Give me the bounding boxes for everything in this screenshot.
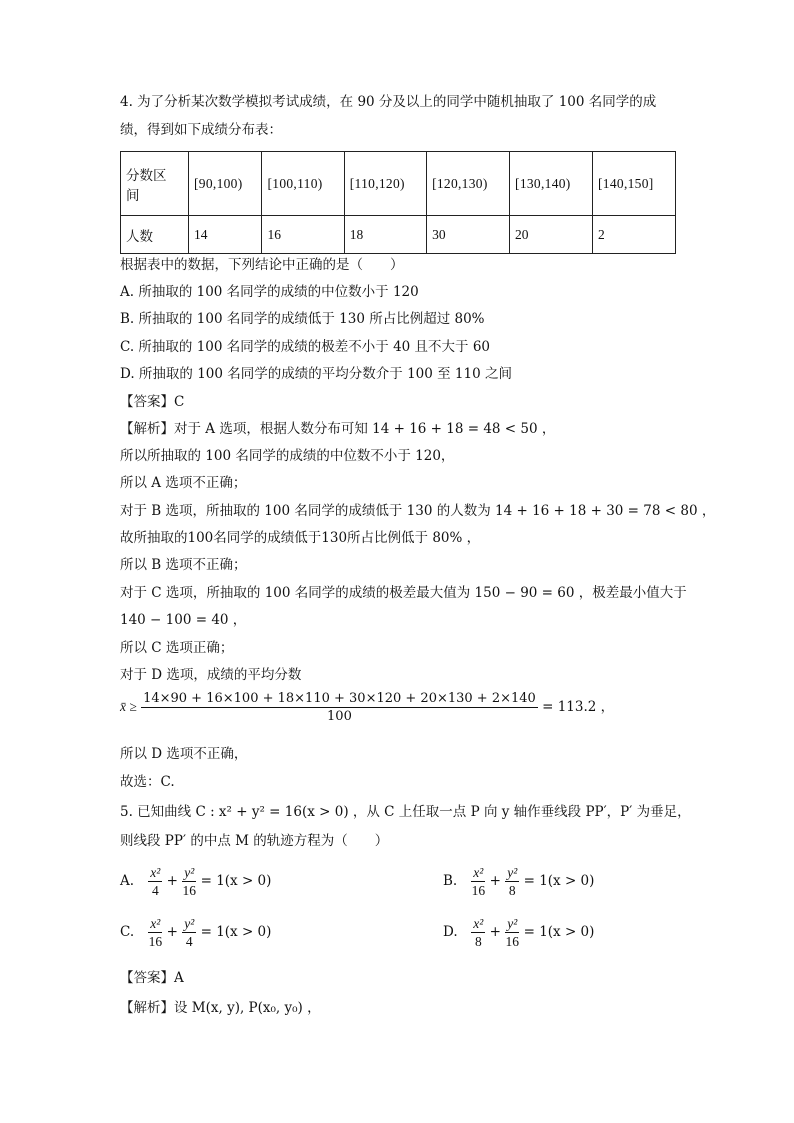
header-interval-a: 分数区 — [126, 167, 167, 183]
header-cell-count: 人数 — [121, 216, 189, 254]
q4-analysis-line: 所以 C 选项正确； — [120, 640, 234, 656]
q4-analysis-line: 对于 B 选项，所抽取的 100 名同学的成绩低于 130 的人数为 14 + 16 + 18 + 30 = 78 < 80 ， — [120, 503, 716, 519]
q4-option-d: D. 所抽取的 100 名同学的成绩的平均分数介于 100 至 110 之间 — [120, 366, 512, 382]
q5-analysis-first: 【解析】设 M(x, y), P(x₀, y₀) ， — [120, 1000, 321, 1016]
score-distribution-table — [120, 151, 676, 254]
q4-prompt: 根据表中的数据，下列结论中正确的是（ ） — [120, 257, 404, 273]
q4-analysis-line: 【解析】对于 A 选项，根据人数分布可知 14 + 16 + 18 = 48 < 50 ， — [120, 421, 556, 437]
q5-option-c: C. $\frac{\text{x²}}{16}$ + $\frac{\text{y²}}{4}$ = 1(x > 0) — [120, 916, 272, 949]
q5-answer: 【答案】A — [120, 970, 184, 986]
header-cell-interval — [121, 152, 189, 216]
q4-option-b: B. 所抽取的 100 名同学的成绩低于 130 所占比例超过 80% — [120, 311, 485, 327]
count-cell: 16 — [262, 216, 344, 254]
mean-rhs: = 113.2 ， — [542, 699, 615, 715]
interval-cell: [120,130) — [427, 152, 510, 216]
table-row-counts — [121, 216, 676, 254]
q4-conclusion-d: 所以 D 选项不正确， — [120, 746, 248, 762]
q4-option-c: C. 所抽取的 100 名同学的成绩的极差不小于 40 且不大于 60 — [120, 339, 491, 355]
count-cell: 20 — [510, 216, 593, 254]
q4-option-a: A. 所抽取的 100 名同学的成绩的中位数小于 120 — [120, 284, 419, 300]
count-cell: 14 — [189, 216, 262, 254]
q4-analysis-line: 对于 C 选项，所抽取的 100 名同学的成绩的极差最大值为 150 − 90 = 60 ，极差最小值大于 — [120, 585, 687, 601]
q4-analysis-line: 对于 D 选项，成绩的平均分数 — [120, 667, 302, 683]
q5-stem-line2: 则线段 PP′ 的中点 M 的轨迹方程为（ ） — [120, 833, 389, 849]
table-row-intervals — [121, 152, 676, 216]
q5-option-b: B. $\frac{\text{x²}}{16}$ + $\frac{\text{y²}}{8}$ = 1(x > 0) — [443, 865, 595, 898]
q5-stem-line1: 5. 已知曲线 C : x² + y² = 16(x > 0) ，从 C 上任取一点 P 向 y 轴作垂线段 PP′，P′ 为垂足， — [120, 804, 691, 820]
mean-fraction — [141, 690, 538, 725]
q4-analysis-line: 所以 B 选项不正确； — [120, 557, 247, 573]
mean-denominator: 100 — [327, 709, 352, 724]
header-interval-b: 间 — [126, 187, 140, 203]
interval-cell: [100,110) — [262, 152, 344, 216]
interval-cell: [90,100) — [189, 152, 262, 216]
mean-formula — [120, 690, 614, 725]
q5-option-a: A. $\frac{\text{x²}}{4}$ + $\frac{\text{y²}}{16}$ = 1(x > 0) — [120, 865, 272, 898]
q4-analysis-line: 所以所抽取的 100 名同学的成绩的中位数不小于 120， — [120, 448, 455, 464]
q4-stem-line2: 绩，得到如下成绩分布表： — [120, 122, 282, 138]
mean-numerator: 14×90 + 16×100 + 18×110 + 30×120 + 20×130 + 2×140 — [143, 691, 536, 706]
count-cell: 2 — [593, 216, 676, 254]
interval-cell: [140,150] — [593, 152, 676, 216]
count-cell: 18 — [344, 216, 426, 254]
count-cell: 30 — [427, 216, 510, 254]
mean-lhs: x̄ ≥ — [120, 699, 137, 714]
q4-analysis-line: 故所抽取的100名同学的成绩低于130所占比例低于 80% ， — [120, 530, 481, 546]
q4-answer: 【答案】C — [120, 394, 185, 410]
q4-final: 故选：C. — [120, 774, 175, 790]
q4-analysis-line: 140 − 100 = 40 ， — [120, 612, 247, 628]
q5-option-d: D. $\frac{\text{x²}}{8}$ + $\frac{\text{y²}}{16}$ = 1(x > 0) — [443, 916, 595, 949]
q4-analysis-line: 所以 A 选项不正确； — [120, 475, 247, 491]
interval-cell: [130,140) — [510, 152, 593, 216]
q4-stem-line1: 4. 为了分析某次数学模拟考试成绩，在 90 分及以上的同学中随机抽取了 100 名同学的成 — [120, 94, 657, 110]
interval-cell: [110,120) — [344, 152, 426, 216]
